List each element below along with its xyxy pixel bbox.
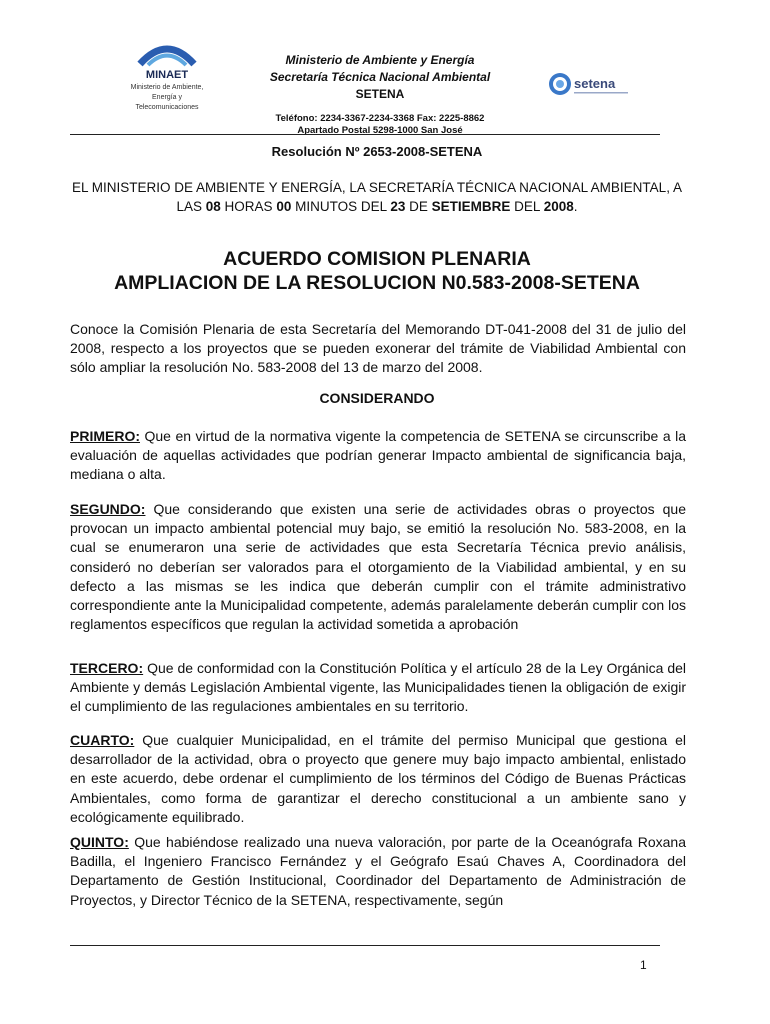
minaet-emblem-icon xyxy=(132,38,202,82)
contact-phone: Teléfono: 2234-3367-2234-3368 Fax: 2225-8862 xyxy=(275,113,485,124)
contact-address: Apartado Postal 5298-1000 San José xyxy=(297,125,463,136)
title-line-2: AMPLIACION DE LA RESOLUCION N0.583-2008-SETENA xyxy=(114,272,640,294)
setena-emblem-icon xyxy=(546,68,646,104)
clause-text: Que en virtud de la normativa vigente la competencia de SETENA se circunscribe a la evaluación de aquellas actividades que podrían generar Impacto ambiental de significancia baja, mediana o alta. xyxy=(70,428,686,483)
clause-heading: QUINTO: xyxy=(70,834,129,850)
page-number: 1 xyxy=(640,958,647,972)
clause-text: Que cualquier Municipalidad, en el trámite del permiso Municipal que gestiona el desarrollador de la actividad, obra o proyecto que genere muy bajo impacto ambiental, enlistado en este acuerdo, debe ordenar el cumplimiento de los términos del Código de Buenas Prácticas Ambientales, como forma de garantizar el derecho constitucional a un ambiente sano y ecológicamente equilibrado. xyxy=(70,732,686,825)
considerando-heading: CONSIDERANDO xyxy=(319,390,435,406)
resolution-number: Resolución Nº 2653-2008-SETENA xyxy=(271,144,483,159)
clause-cuarto xyxy=(70,731,686,827)
secretariat-name: Secretaría Técnica Nacional Ambiental xyxy=(269,70,491,84)
document-title xyxy=(70,247,684,295)
intro-day: 23 xyxy=(390,199,406,214)
clause-tercero xyxy=(70,659,686,717)
minaet-logo xyxy=(112,38,222,118)
intro-hours: 08 xyxy=(205,199,221,214)
clause-segundo xyxy=(70,500,686,634)
clause-text: Que considerando que existen una serie de actividades obras o proyectos que provocan un impacto ambiental potencial muy bajo, se emitió la resolución No. 583-2008, en la cual se enumeraron una serie de actividades que esta Secretaría Técnica previo análisis, consideró no deberían ser valorados para el otorgamiento de la Viabilidad ambiental, y en su defecto a las mismas se les indica que deberán cumplir con el trámite administrativo correspondiente ante la Municipalidad competente, además paralelamente deberán cumplir con los reglamentos específicos que regulan la actividad sometida a aprobación xyxy=(70,501,686,633)
title-line-1: ACUERDO COMISION PLENARIA xyxy=(223,248,531,270)
preamble-paragraph: Conoce la Comisión Plenaria de esta Secretaría del Memorando DT-041-2008 del 31 de julio del 2008, respecto a los proyectos que se pueden exonerar del trámite de Viabilidad Ambiental con sólo ampliar la resolución No. 583-2008 del 13 de marzo del 2008. xyxy=(70,321,686,376)
intro-month: SETIEMBRE xyxy=(431,199,511,214)
clause-heading: SEGUNDO: xyxy=(70,501,146,517)
intro-minutes: 00 xyxy=(276,199,292,214)
setena-logo xyxy=(546,68,646,104)
agency-name: SETENA xyxy=(355,87,405,101)
header-rule xyxy=(70,134,660,135)
clause-heading: CUARTO: xyxy=(70,732,135,748)
clause-text: Que habiéndose realizado una nueva valoración, por parte de la Oceanógrafa Roxana Badilla, el Ingeniero Francisco Fernández y el Geógrafo Esaú Chaves A, Coordinadora del Departamento de Gestión Institucional, Coordinador del Departamento de Administración de Proyectos, y Director Técnico de la SETENA, respectivamente, según xyxy=(70,834,686,908)
ministry-name: Ministerio de Ambiente y Energía xyxy=(285,53,475,67)
minaet-logo-text: MINAET xyxy=(145,69,189,81)
minaet-subtitle-3: Telecomunicaciones xyxy=(135,104,199,111)
intro-statement: EL MINISTERIO DE AMBIENTE Y ENERGÍA, LA SECRETARÍA TÉCNICA NACIONAL AMBIENTAL, A LAS 08 HORAS 00 MINUTOS DEL 23 DE SETIEMBRE DEL 2008. xyxy=(72,180,682,214)
minaet-subtitle-1: Ministerio de Ambiente, xyxy=(130,84,204,91)
minaet-subtitle-2: Energía y xyxy=(152,94,182,101)
clause-heading: TERCERO: xyxy=(70,660,144,676)
footer-rule xyxy=(70,945,660,946)
clause-heading: PRIMERO: xyxy=(70,428,140,444)
clause-text: Que de conformidad con la Constitución Política y el artículo 28 de la Ley Orgánica del Ambiente y demás Legislación Ambiental vigente, las Municipalidades tienen la obligación de exigir el cumplimiento de las regulaciones ambientales en su territorio. xyxy=(70,660,686,715)
letterhead xyxy=(228,52,532,137)
setena-logo-text: setena xyxy=(574,76,616,91)
clause-quinto xyxy=(70,833,686,910)
intro-year: 2008 xyxy=(543,199,574,214)
clause-primero xyxy=(70,427,686,485)
